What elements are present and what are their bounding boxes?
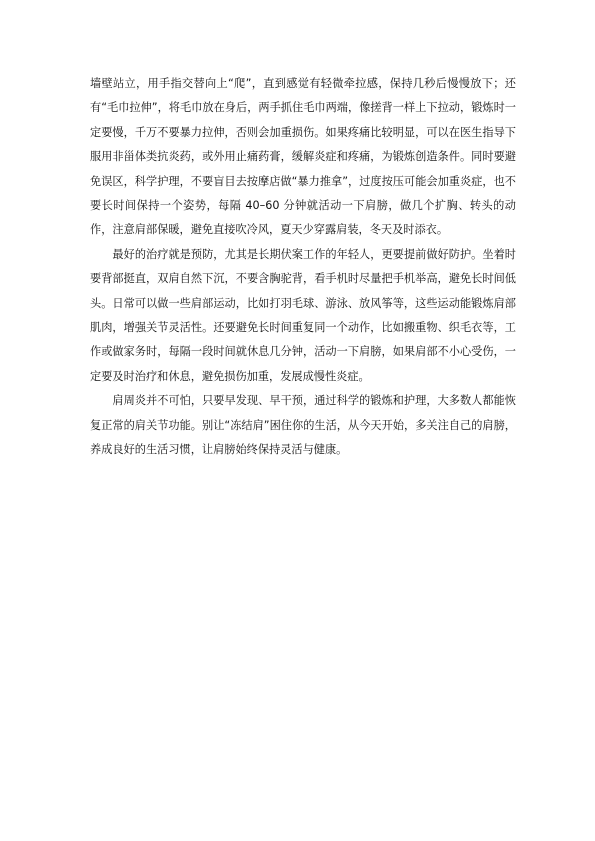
paragraph-conclusion: 肩周炎并不可怕，只要早发现、早干预，通过科学的锻炼和护理，大多数人都能恢复正常的肩关节功能。别让“冻结肩”困住你的生活，从今天开始，多关注自己的肩膀，养成良好的生活习惯，让肩膀始终保持灵活与健康。 (90, 394, 516, 457)
paragraph-prevention: 最好的治疗就是预防，尤其是长期伏案工作的年轻人，更要提前做好防护。坐着时要背部挺直，双肩自然下沉，不要含胸驼背，看手机时尽量把手机举高，避免长时间低头。日常可以做一些肩部运动，比如打羽毛球、游泳、放风筝等，这些运动能锻炼肩部肌肉，增强关节灵活性。还要避免长时间重复同一个动作，比如搬重物、织毛衣等，工作或做家务时，每隔一段时间就休息几分钟，活动一下肩膀，如果肩部不小心受伤，一定要及时治疗和休息，避免损伤加重，发展成慢性炎症。 (90, 247, 516, 383)
article-body (90, 72, 516, 463)
paragraph-exercise-continued: 墙壁站立，用手指交替向上“爬”，直到感觉有轻微牵拉感，保持几秒后慢慢放下；还有“毛巾拉伸”，将毛巾放在身后，两手抓住毛巾两端，像搓背一样上下拉动，锻炼时一定要慢，千万不要暴力拉伸，否则会加重损伤。如果疼痛比较明显，可以在医生指导下服用非甾体类抗炎药，或外用止痛药膏，缓解炎症和疼痛，为锻炼创造条件。同时要避免误区，科学护理，不要盲目去按摩店做“暴力推拿”，过度按压可能会加重炎症，也不要长时间保持一个姿势，每隔 40–60 分钟就活动一下肩膀，做几个扩胸、转头的动作，注意肩部保暖，避免直接吹冷风，夏天少穿露肩装，冬天及时添衣。 (90, 77, 516, 237)
